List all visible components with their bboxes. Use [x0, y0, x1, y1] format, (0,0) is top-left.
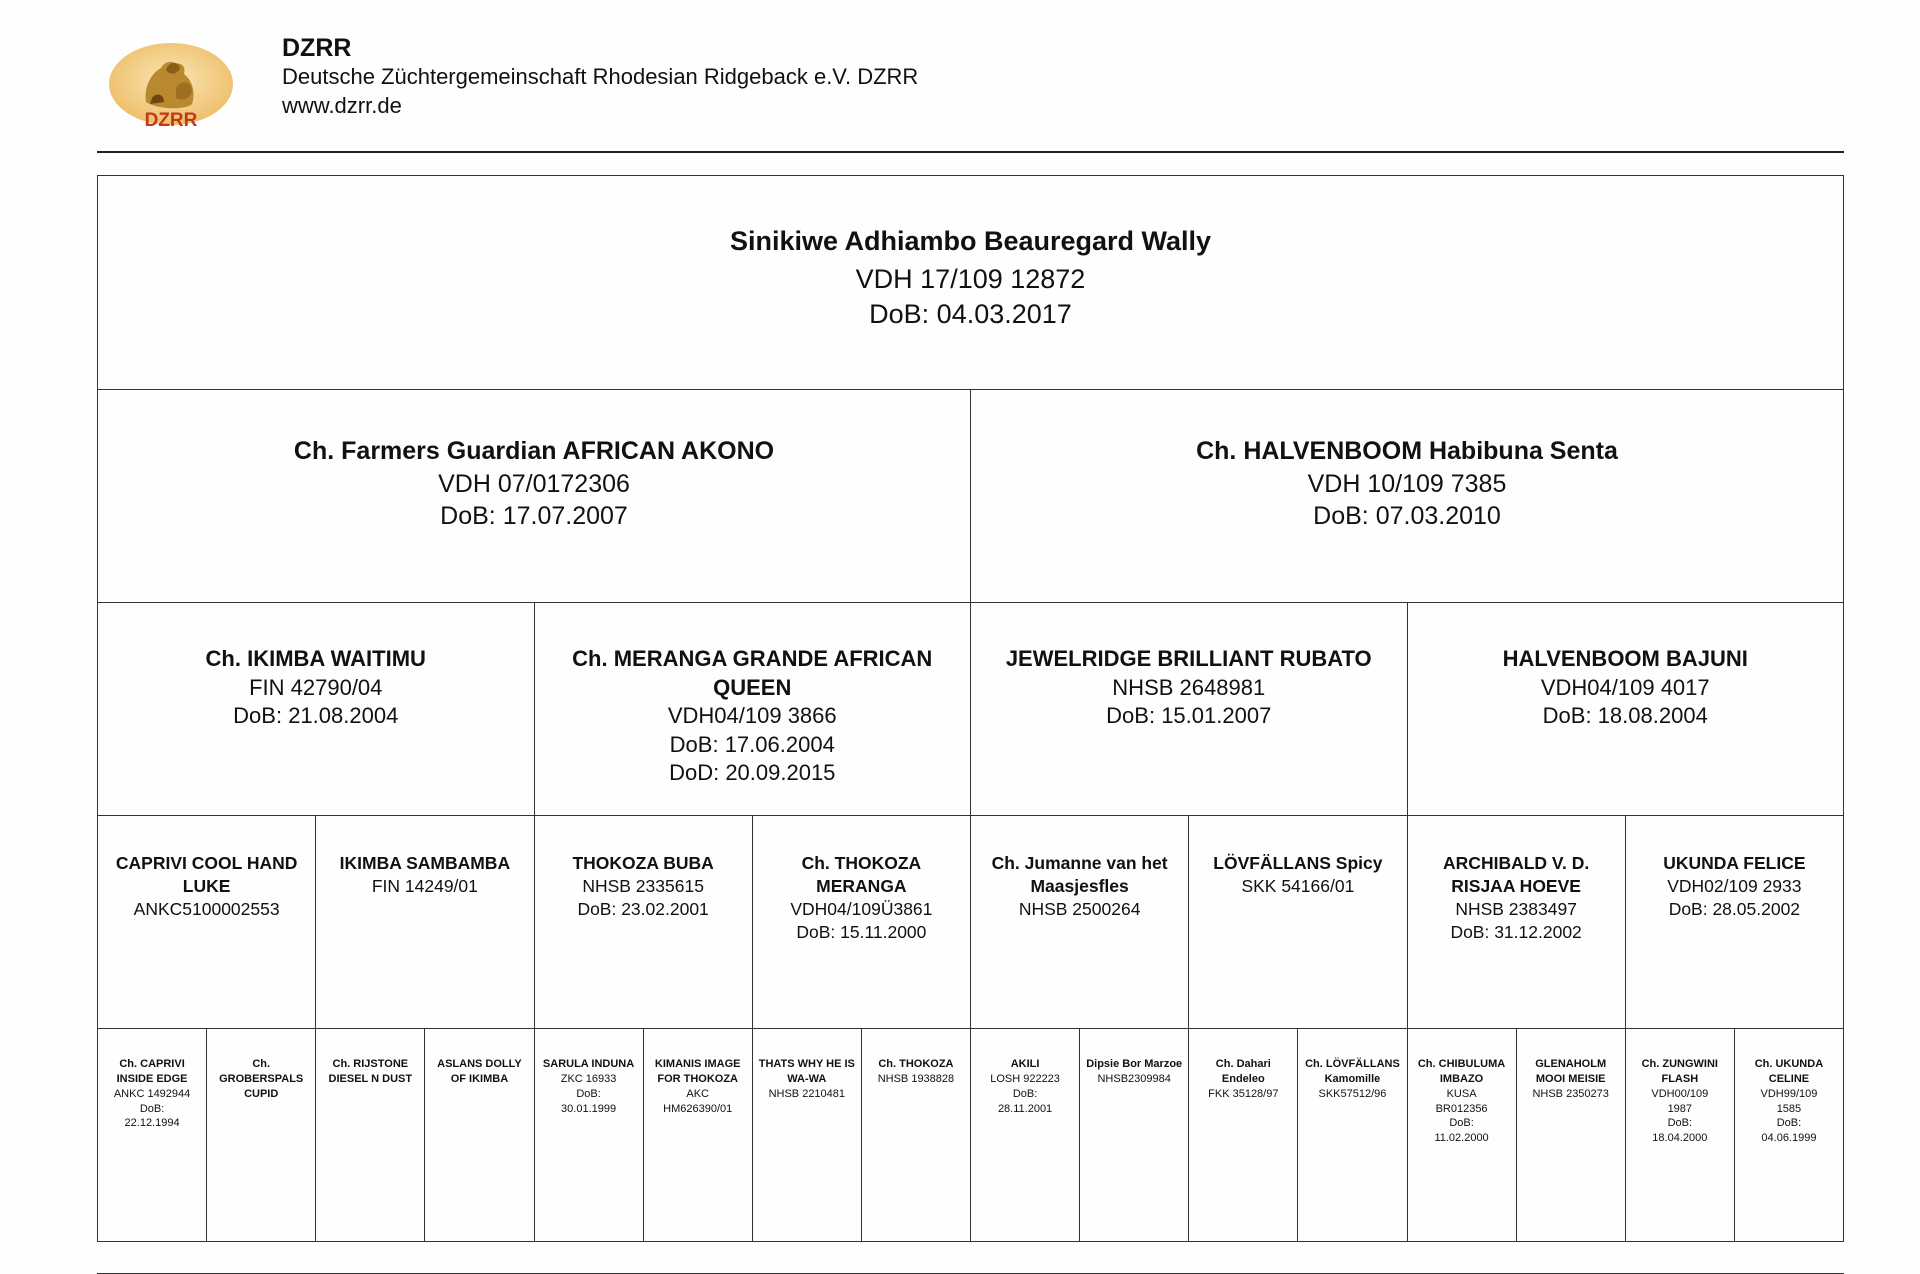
grandparent-cell — [1408, 603, 1844, 815]
ancestor-detail: NHSB 2648981 — [1112, 674, 1266, 700]
ancestor-name: HALVENBOOM BAJUNI — [1502, 646, 1748, 671]
dam-reg: VDH 10/109 7385 — [1307, 470, 1507, 499]
ancestor-name: THOKOZA BUBA — [572, 853, 714, 873]
gg-grandparent-cell — [425, 1029, 534, 1241]
ancestor-detail: 1987 — [1667, 1102, 1693, 1115]
ancestor-name: THATS WHY HE IS WA-WA — [758, 1058, 855, 1085]
ancestor-name: JEWELRIDGE BRILLIANT RUBATO — [1005, 646, 1372, 671]
generation-4 — [98, 1029, 1843, 1241]
ancestor-detail: HM626390/01 — [663, 1102, 733, 1115]
gg-grandparent-cell — [1080, 1029, 1189, 1241]
ancestor-detail: NHSB 1938828 — [877, 1072, 955, 1085]
ancestor-detail: AKC — [686, 1087, 709, 1100]
grandparent-cell — [535, 603, 972, 815]
ancestor-name: Ch. GROBERSPALS CUPID — [219, 1058, 304, 1100]
dam-dob: DoB: 07.03.2010 — [1313, 501, 1501, 530]
sire-dob: DoB: 17.07.2007 — [440, 501, 628, 530]
ancestor-detail: DoB: 18.08.2004 — [1542, 703, 1708, 729]
great-grandparent-cell — [753, 816, 971, 1028]
gg-grandparent-cell — [1626, 1029, 1735, 1241]
ancestor-detail: FIN 14249/01 — [371, 876, 478, 897]
sire-name: Ch. Farmers Guardian AFRICAN AKONO — [293, 437, 775, 465]
ancestor-detail: DoB: — [1012, 1087, 1038, 1100]
gg-grandparent-cell — [1517, 1029, 1626, 1241]
ancestor-name: ARCHIBALD V. D. RISJAA HOEVE — [1443, 853, 1590, 897]
generation-1 — [98, 390, 1843, 603]
gg-grandparent-cell — [971, 1029, 1080, 1241]
ancestor-name: Ch. RIJSTONE DIESEL N DUST — [328, 1058, 413, 1085]
gg-grandparent-cell — [1408, 1029, 1517, 1241]
gg-grandparent-cell — [535, 1029, 644, 1241]
grandparent-cell — [971, 603, 1408, 815]
gg-grandparent-cell — [98, 1029, 207, 1241]
great-grandparent-cell — [1626, 816, 1843, 1028]
ancestor-detail: NHSB 2383497 — [1455, 899, 1577, 920]
org-name: Deutsche Züchtergemeinschaft Rhodesian Ridgeback e.V. DZRR — [282, 64, 919, 89]
ancestor-name: Ch. ZUNGWINI FLASH — [1641, 1058, 1718, 1085]
ancestor-name: CAPRIVI COOL HAND LUKE — [115, 853, 298, 897]
ancestor-detail: DoB: 31.12.2002 — [1450, 922, 1582, 943]
ancestor-detail: DoB: — [1776, 1117, 1802, 1130]
generation-0 — [98, 176, 1843, 390]
ancestor-name: LÖVFÄLLANS Spicy — [1213, 853, 1383, 873]
ancestor-detail: DoB: — [139, 1102, 165, 1115]
ancestor-detail: DoB: — [1449, 1117, 1474, 1130]
great-grandparent-cell — [1189, 816, 1407, 1028]
dog-reg: VDH 17/109 12872 — [855, 264, 1086, 295]
generation-2 — [98, 603, 1843, 816]
ancestor-name: Ch. THOKOZA MERANGA — [801, 853, 922, 897]
ancestor-detail: DoB: — [576, 1087, 601, 1100]
ancestor-detail: ANKC 1492944 — [113, 1087, 191, 1100]
ancestor-detail: ANKC5100002553 — [133, 899, 280, 920]
ancestor-name: SARULA INDUNA — [542, 1058, 635, 1070]
dog-name: Sinikiwe Adhiambo Beauregard Wally — [729, 226, 1212, 256]
logo-text: DZRR — [144, 110, 198, 131]
ancestor-detail: DoB: 23.02.2001 — [577, 899, 709, 920]
ancestor-detail: DoB: 21.08.2004 — [233, 703, 399, 729]
ancestor-name: KIMANIS IMAGE FOR THOKOZA — [654, 1058, 741, 1085]
ancestor-detail: ZKC 16933 — [560, 1072, 617, 1085]
dam-cell — [971, 390, 1843, 602]
dog-dob: DoB: 04.03.2017 — [869, 298, 1072, 329]
ancestor-name: IKIMBA SAMBAMBA — [339, 853, 511, 873]
sire-reg: VDH 07/0172306 — [438, 470, 630, 499]
ancestor-detail: VDH02/109 2933 — [1667, 876, 1802, 897]
ancestor-detail: 22.12.1994 — [124, 1117, 180, 1130]
ancestor-detail: NHSB 2335615 — [582, 876, 704, 897]
ancestor-name: Ch. CHIBULUMA IMBAZO — [1417, 1058, 1506, 1085]
sire-cell — [98, 390, 971, 602]
ancestor-detail: VDH04/109 3866 — [667, 703, 837, 729]
ancestor-detail: SKK57512/96 — [1318, 1087, 1387, 1100]
ancestor-detail: NHSB 2210481 — [768, 1087, 846, 1100]
ancestor-name: ASLANS DOLLY OF IKIMBA — [437, 1058, 522, 1085]
ancestor-detail: KUSA — [1446, 1087, 1477, 1100]
ancestor-detail: FIN 42790/04 — [249, 674, 383, 700]
ancestor-detail: DoB: 28.05.2002 — [1668, 899, 1801, 920]
gg-grandparent-cell — [1189, 1029, 1298, 1241]
document-header — [0, 0, 1920, 155]
ancestor-detail: FKK 35128/97 — [1208, 1087, 1279, 1100]
dog-cell — [98, 176, 1843, 389]
ancestor-detail: NHSB 2500264 — [1018, 899, 1141, 920]
great-grandparent-cell — [971, 816, 1189, 1028]
ancestor-detail: BR012356 — [1435, 1102, 1488, 1115]
ancestor-name: Ch. Dahari Endeleo — [1215, 1058, 1271, 1085]
pedigree-table — [97, 175, 1844, 1242]
dzrr-logo — [106, 40, 236, 132]
generation-3 — [98, 816, 1843, 1029]
grandparent-cell — [98, 603, 535, 815]
ancestor-detail: LOSH 922223 — [990, 1072, 1060, 1085]
ancestor-name: Ch. Jumanne van het Maasjesfles — [991, 853, 1168, 897]
gg-grandparent-cell — [753, 1029, 862, 1241]
ancestor-name: UKUNDA FELICE — [1663, 853, 1806, 873]
ancestor-detail: VDH04/109Ü3861 — [790, 899, 933, 920]
ancestor-name: Ch. MERANGA GRANDE AFRICAN QUEEN — [572, 646, 933, 700]
ancestor-detail: 04.06.1999 — [1761, 1132, 1817, 1145]
ancestor-name: Ch. LÖVFÄLLANS Kamomille — [1305, 1058, 1400, 1085]
gg-grandparent-cell — [316, 1029, 425, 1241]
ancestor-detail: 28.11.2001 — [997, 1102, 1053, 1115]
great-grandparent-cell — [98, 816, 316, 1028]
ancestor-detail: DoD: 20.09.2015 — [669, 760, 836, 786]
ancestor-detail: 1585 — [1776, 1102, 1802, 1115]
gg-grandparent-cell — [207, 1029, 316, 1241]
great-grandparent-cell — [316, 816, 534, 1028]
ancestor-name: Ch. THOKOZA — [878, 1058, 954, 1070]
website-link[interactable]: www.dzrr.de — [282, 93, 402, 118]
ancestor-detail: VDH04/109 4017 — [1540, 674, 1710, 700]
ancestor-name: Dipsie Bor Marzoe — [1086, 1058, 1183, 1070]
ancestor-detail: DoB: — [1667, 1117, 1693, 1130]
ancestor-detail: DoB: 15.01.2007 — [1106, 703, 1272, 729]
ancestor-detail: NHSB2309984 — [1097, 1072, 1171, 1085]
ancestor-name: Ch. UKUNDA CELINE — [1754, 1058, 1824, 1085]
header-divider — [97, 151, 1844, 153]
gg-grandparent-cell — [1735, 1029, 1843, 1241]
ancestor-detail: VDH99/109 — [1760, 1087, 1818, 1100]
ancestor-detail: DoB: 17.06.2004 — [669, 731, 835, 757]
great-grandparent-cell — [535, 816, 753, 1028]
ancestor-detail: SKK 54166/01 — [1241, 876, 1355, 897]
gg-grandparent-cell — [1298, 1029, 1407, 1241]
great-grandparent-cell — [1408, 816, 1626, 1028]
ancestor-detail: NHSB 2350273 — [1532, 1087, 1609, 1100]
ancestor-detail: VDH00/109 — [1651, 1087, 1709, 1100]
dam-name: Ch. HALVENBOOM Habibuna Senta — [1196, 437, 1618, 465]
gg-grandparent-cell — [644, 1029, 753, 1241]
ancestor-name: AKILI — [1010, 1058, 1040, 1070]
ancestor-detail: 18.04.2000 — [1652, 1132, 1708, 1145]
ancestor-detail: DoB: 15.11.2000 — [796, 922, 927, 943]
ancestor-name: Ch. IKIMBA WAITIMU — [205, 646, 426, 671]
org-title: DZRR — [282, 34, 352, 62]
ancestor-detail: 11.02.2000 — [1434, 1132, 1489, 1145]
gg-grandparent-cell — [862, 1029, 971, 1241]
ancestor-detail: 30.01.1999 — [561, 1102, 617, 1115]
ancestor-name: Ch. CAPRIVI INSIDE EDGE — [116, 1058, 188, 1085]
ancestor-name: GLENAHOLM MOOI MEISIE — [1535, 1058, 1607, 1085]
